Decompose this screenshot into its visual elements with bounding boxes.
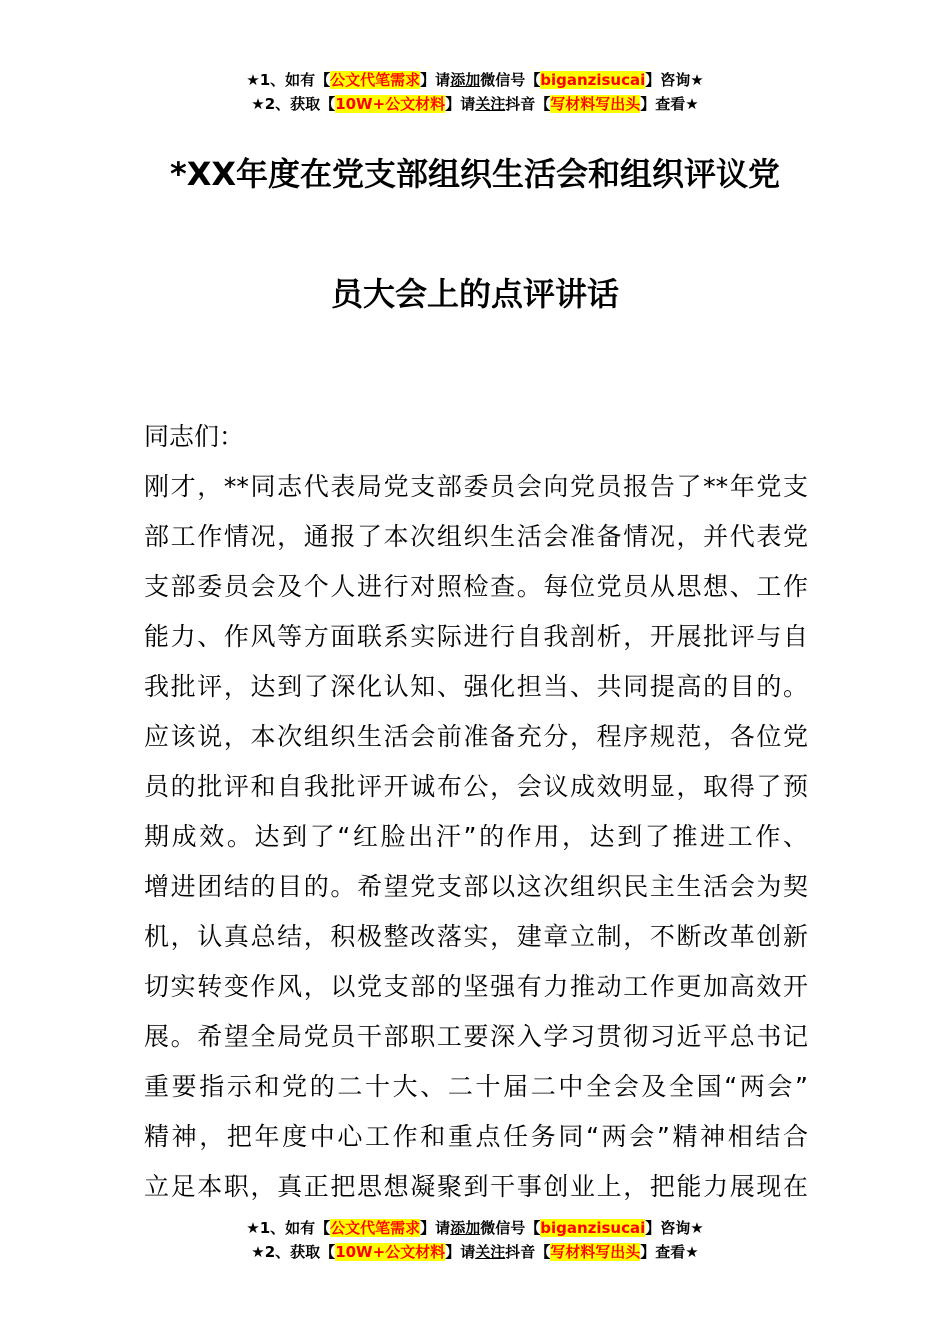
body-line: 重要指示和党的二十大、二十届二中全会及全国“两会” xyxy=(144,1072,808,1101)
materials-highlight: 10W+公文材料 xyxy=(335,1243,446,1261)
speech-body xyxy=(144,412,808,1212)
body-line: 员的批评和自我批评开诚布公，会议成效明显，取得了预 xyxy=(144,772,808,801)
document-title-line-1: *XX年度在党支部组织生活会和组织评议党 xyxy=(169,155,781,193)
banner-line-1: ★1、如有【公文代笔需求】请添加微信号【biganzisucai】咨询★ xyxy=(246,71,704,89)
banner-line-1: ★1、如有【公文代笔需求】请添加微信号【biganzisucai】咨询★ xyxy=(246,1219,704,1237)
body-line: 能力、作风等方面联系实际进行自我剖析，开展批评与自 xyxy=(144,622,808,651)
body-line: 精神，把年度中心工作和重点任务同“两会”精神相结合 xyxy=(144,1122,808,1151)
header-banner xyxy=(0,68,950,116)
douyin-account: 写材料写出头 xyxy=(550,95,641,113)
body-line: 期成效。达到了“红脸出汗”的作用，达到了推进工作、 xyxy=(144,822,808,851)
body-line: 展。希望全局党员干部职工要深入学习贯彻习近平总书记 xyxy=(144,1022,808,1051)
banner-line-2: ★2、获取【10W+公文材料】请关注抖音【写材料写出头】查看★ xyxy=(251,95,699,113)
body-line: 部工作情况，通报了本次组织生活会准备情况，并代表党 xyxy=(144,522,808,551)
body-line: 刚才，**同志代表局党支部委员会向党员报告了**年党支 xyxy=(144,472,808,501)
body-line: 我批评，达到了深化认知、强化担当、共同提高的目的。 xyxy=(144,672,808,701)
body-line: 立足本职，真正把思想凝聚到干事创业上，把能力展现在 xyxy=(144,1172,808,1201)
service-highlight: 公文代笔需求 xyxy=(330,71,421,89)
body-line: 应该说，本次组织生活会前准备充分，程序规范，各位党 xyxy=(144,722,808,751)
wechat-id: biganzisucai xyxy=(540,71,646,89)
body-line: 机，认真总结，积极整改落实，建章立制，不断改革创新 xyxy=(144,922,808,951)
materials-highlight: 10W+公文材料 xyxy=(335,95,446,113)
body-line: 支部委员会及个人进行对照检查。每位党员从思想、工作 xyxy=(144,572,808,601)
document-title-line-2: 员大会上的点评讲话 xyxy=(330,275,619,313)
wechat-id: biganzisucai xyxy=(540,1219,646,1237)
body-line: 切实转变作风，以党支部的坚强有力推动工作更加高效开 xyxy=(144,972,808,1001)
douyin-account: 写材料写出头 xyxy=(550,1243,641,1261)
service-highlight: 公文代笔需求 xyxy=(330,1219,421,1237)
banner-line-2: ★2、获取【10W+公文材料】请关注抖音【写材料写出头】查看★ xyxy=(251,1243,699,1261)
footer-banner xyxy=(0,1216,950,1264)
body-line: 增进团结的目的。希望党支部以这次组织民主生活会为契 xyxy=(144,872,808,901)
salutation: 同志们： xyxy=(144,422,245,451)
